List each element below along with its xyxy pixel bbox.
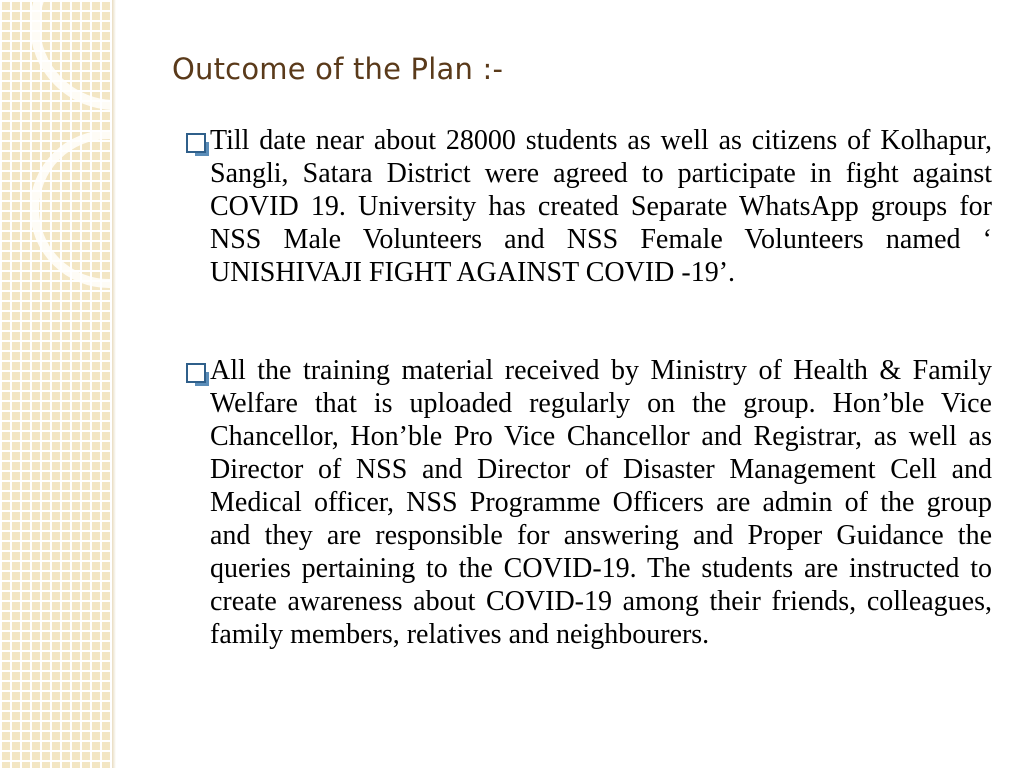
slide-title: Outcome of the Plan :- bbox=[172, 52, 504, 86]
bullet-item bbox=[186, 354, 992, 651]
square-bullet-icon bbox=[186, 133, 206, 153]
decorative-ring-middle bbox=[30, 130, 112, 288]
square-bullet-icon bbox=[186, 363, 206, 383]
decorative-ring-top bbox=[30, 0, 112, 110]
side-panel-edge bbox=[112, 0, 116, 768]
decorative-side-panel bbox=[0, 0, 112, 768]
bullet-text: Till date near about 28000 students as well as citizens of Kolhapur, Sangli, Satara District were agreed to participate in fight against COVID 19. University has created Separate WhatsApp groups for NSS Male Volunteers and NSS Female Volunteers named ‘ UNISHIVAJI FIGHT AGAINST COVID -19’. bbox=[210, 125, 992, 288]
bullet-text: All the training material received by Ministry of Health & Family Welfare that is uploaded regularly on the group. Hon’ble Vice Chancellor, Hon’ble Pro Vice Chancellor and Registrar, as well as Director of NSS and Director of Disaster Management Cell and Medical officer, NSS Programme Officers are admin of the group and they are responsible for answering and Proper Guidance the queries pertaining to the COVID-19. The students are instructed to create awareness about COVID-19 among their friends, colleagues, family members, relatives and neighbourers. bbox=[210, 355, 992, 650]
bullet-item bbox=[186, 124, 992, 289]
